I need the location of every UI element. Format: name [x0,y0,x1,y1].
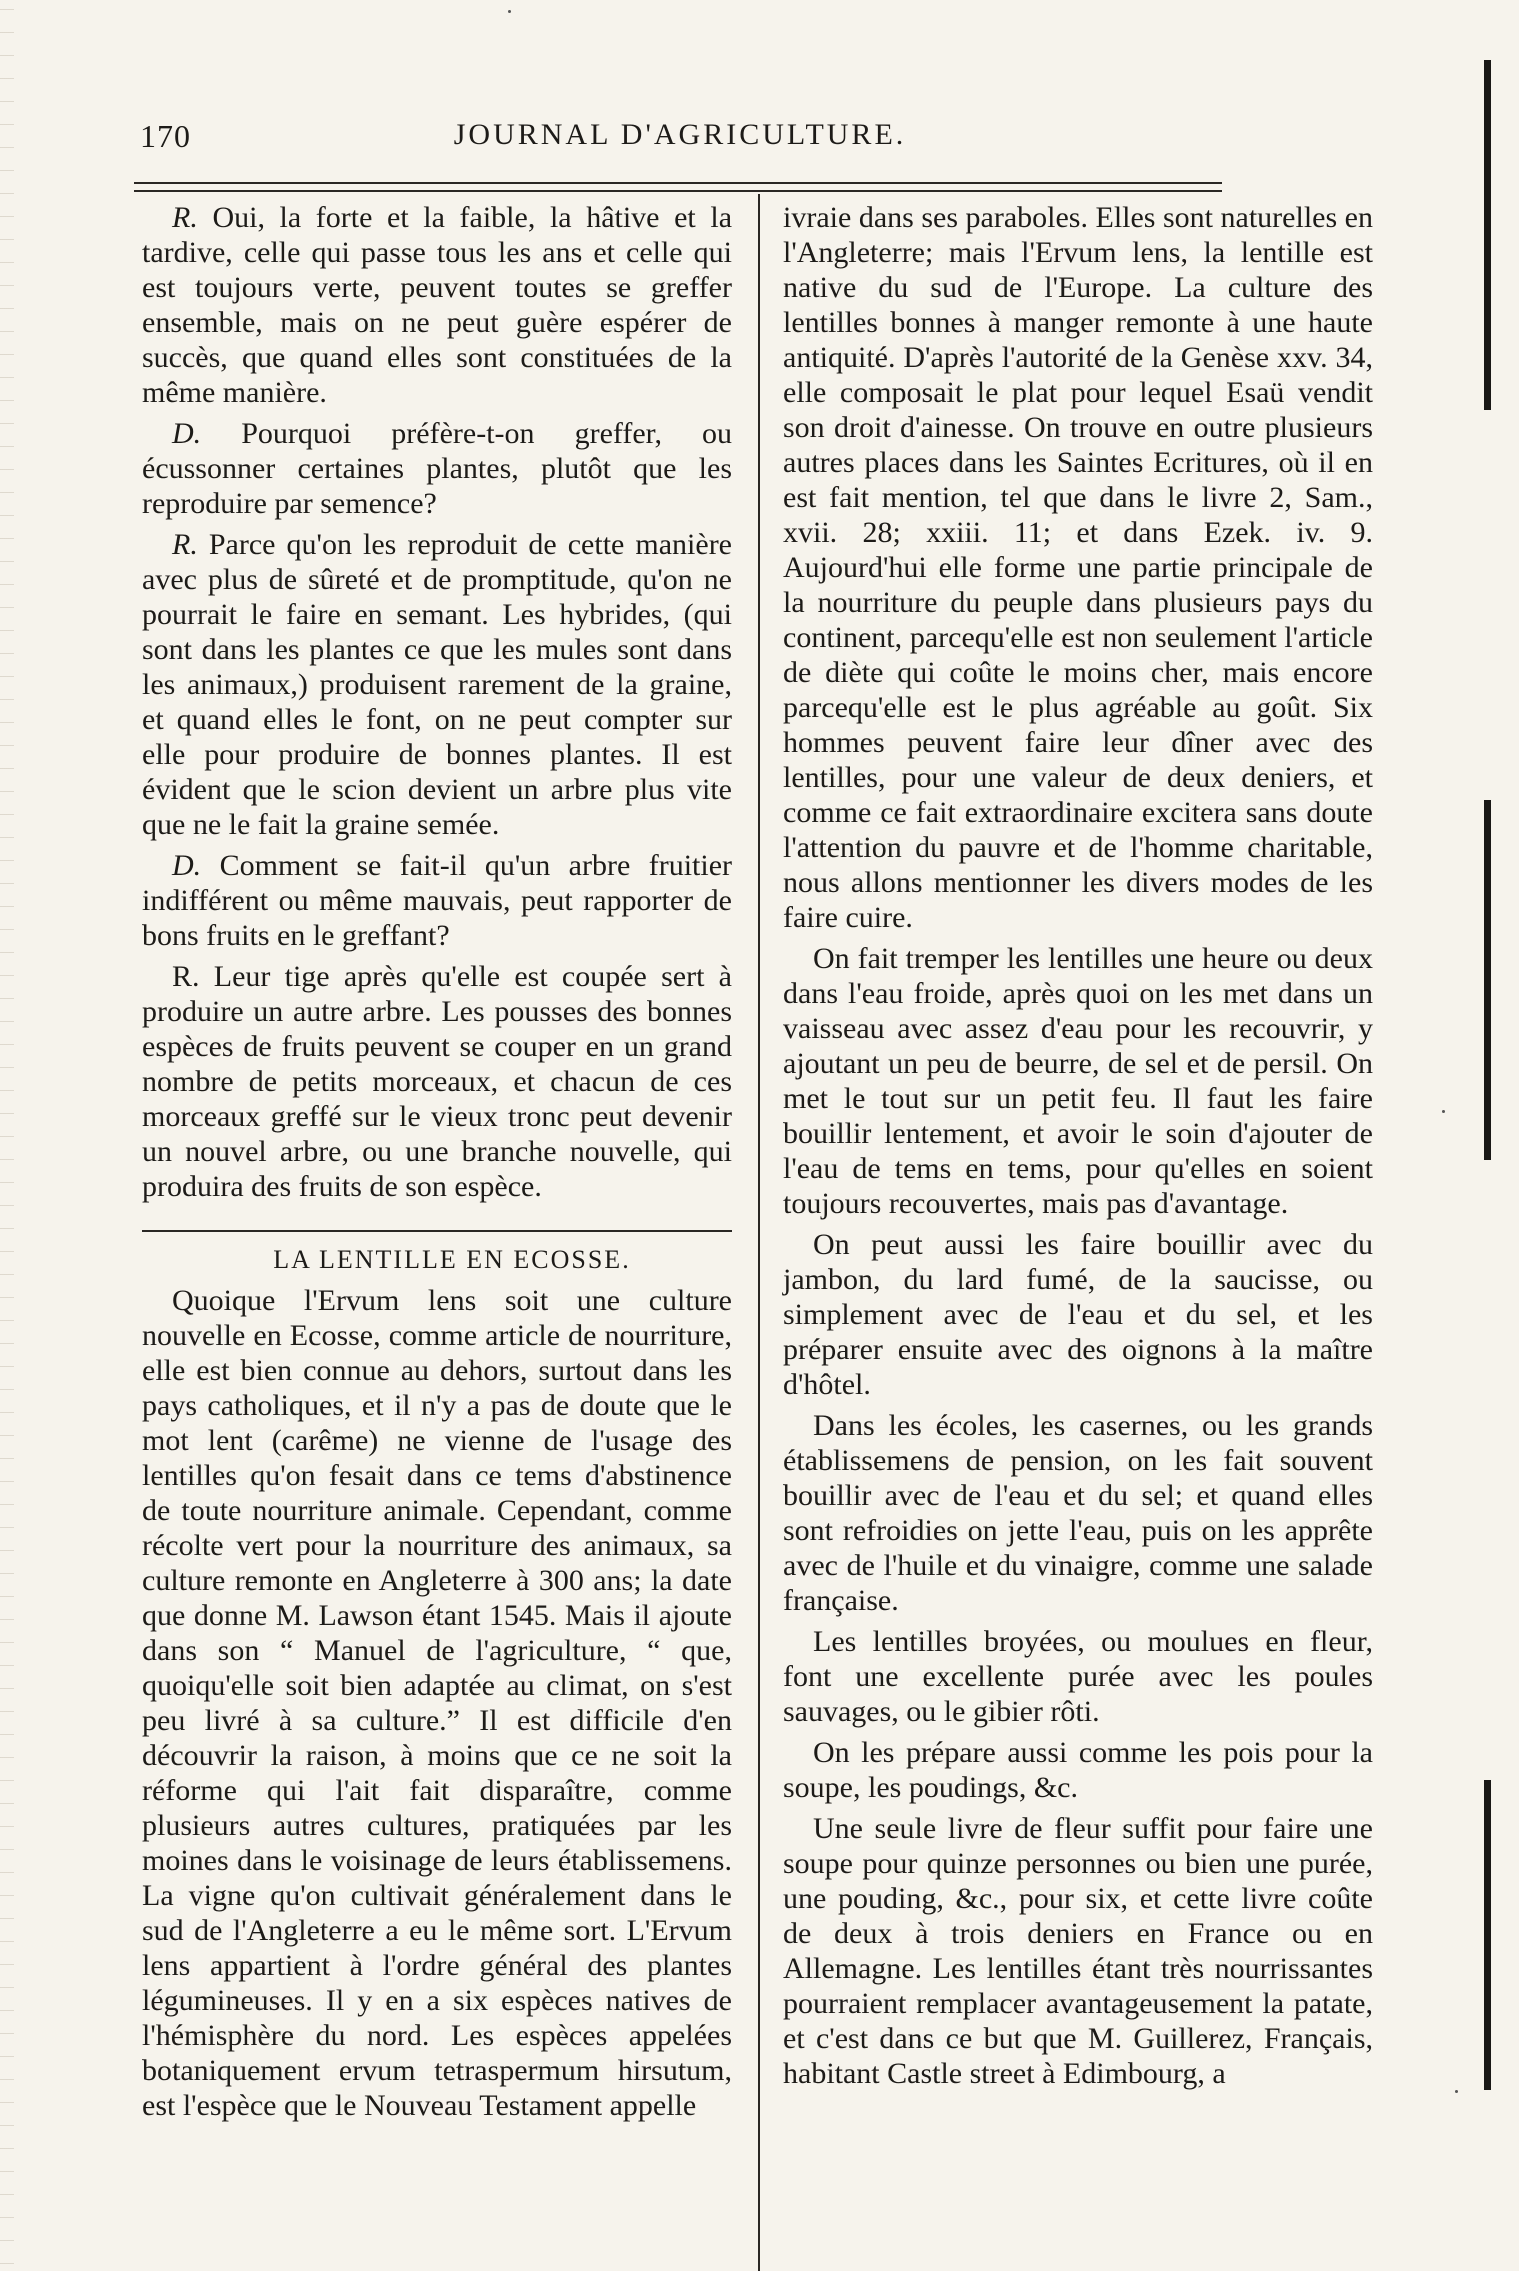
qa-text: Oui, la forte et la faible, la hâtive et la tardive, celle qui passe tous les ans et celle qui est toujours verte, peuvent toutes se greffer ensemble, mais on ne peut guère espérer de succès, que quand elles sont constituées de la même manière. [142,201,733,409]
page-number: 170 [140,118,191,154]
continuation-paragraph: ivraie dans ses paraboles. Elles sont naturelles en l'Angleterre; mais l'Ervum lens, la lentille est native du sud de l'Europe. La culture des lentilles bonnes à manger remonte à une haute antiquité. D'après l'autorité de la Genèse xxv. 34, elle composait le plat pour lequel Esaü vendit son droit d'ainesse. On trouve en outre plusieurs autres places dans les Saintes Ecritures, où il en est fait mention, tel que dans le livre 2, Sam., xvii. 28; xxiii. 11; et dans Ezek. iv. 9. Aujourd'hui elle forme une partie principale de la nourriture du peuple dans plusieurs pays du continent, parcequ'elle est non seulement l'article de diète qui coûte le moins cher, mais encore parcequ'elle est le plus agréable au goût. Six hommes peuvent faire leur dîner avec des lentilles, pour une valeur de deux deniers, et comme ce fait extraordinaire excitera sans doute l'attention du pauvre et de l'homme charitable, nous allons mentionner les divers modes de les faire cuire. [783,201,1373,934]
body-paragraph: Les lentilles broyées, ou moulues en fleur, font une excellente purée avec les poules sauvages, ou le gibier rôti. [783,1625,1373,1728]
section-paragraph: Quoique l'Ervum lens soit une culture nouvelle en Ecosse, comme article de nourriture, elle est bien connue au dehors, surtout dans les pays catholiques, et il n'y a pas de doute que le mot lent (carême) ne vienne de l'usage des lentilles qu'on fesait dans ce tems d'abstinence de toute nourriture animale. Cependant, comme récolte vert pour la nourriture des animaux, sa culture remonte en Angleterre à 300 ans; la date que donne M. Lawson étant 1545. Mais il ajoute dans son “ Manuel de l'agriculture, “ que, quoiqu'elle soit bien adaptée au climat, on s'est peu livré à sa culture.” Il est difficile d'en découvrir la raison, à moins que ce ne soit la réforme qui l'ait fait disparaître, comme plusieurs autres cultures, pratiquées par les moines dans le voisinage de leurs établissemens. La vigne qu'on cultivait généralement dans le sud de l'Angleterre a eu le même sort. L'Ervum lens appartient à l'ordre général des plantes légumineuses. Il y en a six espèces natives de l'hémisphère du nord. Les espèces appelées botaniquement ervum tetraspermum hirsutum, est l'espèce que le Nouveau Testament appelle [142,1284,732,2122]
body-paragraph: On peut aussi les faire bouillir avec du jambon, du lard fumé, de la saucisse, ou simplement avec de l'eau et du sel, et les préparer ensuite avec des oignons à la maître d'hôtel. [783,1228,1373,1401]
body-paragraph: Une seule livre de fleur suffit pour faire une soupe pour quinze personnes ou bien une purée, une pouding, &c., pour six, et cette livre coûte de deux à trois deniers en France ou en Allemagne. Les lentilles étant très nourrissantes pourraient remplacer avantageusement la patate, et c'est dans ce but que M. Guillerez, Français, habitant Castle street à Edimbourg, a [783,1812,1373,2090]
body-paragraph: On les prépare aussi comme les pois pour la soupe, les poudings, &c. [783,1736,1373,1804]
margin-mark [1484,60,1491,100]
margin-mark [1484,920,1491,1160]
qa-paragraph [142,848,732,953]
qa-marker: R. [172,960,200,993]
margin-mark [1484,800,1491,930]
right-column [783,200,1373,2097]
qa-marker: D. [172,849,202,882]
margin-mark [1484,1780,1491,2090]
qa-marker: R. [172,201,198,234]
section-title: LA LENTILLE EN ECOSSE. [273,1245,631,1274]
qa-paragraph [142,959,732,1204]
qa-paragraph [142,416,732,521]
scan-edge [0,0,14,2271]
scan-speck [1455,2090,1458,2093]
body-paragraph: Dans les écoles, les casernes, ou les grands établissemens de pension, on les fait souvent bouillir avec de l'eau et du sel; et quand elles sont refroidies on jette l'eau, puis on les apprête avec de l'huile et du vinaigre, comme une salade française. [783,1409,1373,1617]
header-rule-top [134,182,1222,184]
scan-speck [508,10,511,13]
qa-text: Pourquoi préfère-t-on greffer, ou écussonner certaines plantes, plutôt que les reproduire par semence? [142,417,733,520]
margin-mark [1484,180,1491,410]
qa-marker: D. [172,417,202,450]
running-title: JOURNAL D'AGRICULTURE. [453,118,907,151]
left-column [142,200,732,2129]
qa-text: Parce qu'on les reproduit de cette manière avec plus de sûreté et de promptitude, qu'on ne pourrait le faire en semant. Les hybrides, (qui sont dans les plantes ce que les mules sont dans les animaux,) produisent rarement de la graine, et quand elles le font, on ne peut compter sur elle pour produire de bonnes plantes. Il est évident que le scion devient un arbre plus vite que ne le fait la graine semée. [142,528,732,841]
scan-speck [1442,1110,1445,1113]
column-divider [758,194,760,2271]
qa-paragraph [142,200,732,410]
body-paragraph: On fait tremper les lentilles une heure ou deux dans l'eau froide, après quoi on les met dans un vaisseau avec assez d'eau pour les recouvrir, y ajoutant un peu de beurre, de sel et de persil. On met le tout sur un petit feu. Il faut les faire bouillir lentement, et avoir le soin d'ajouter de l'eau de tems en tems, pour qu'elles en soient toujours recouvertes, mais pas d'avantage. [783,942,1373,1220]
header-rule-bottom [134,190,1222,192]
qa-text: Leur tige après qu'elle est coupée sert à produire un autre arbre. Les pousses des bonnes espèces de fruits peuvent se couper en un grand nombre de petits morceaux, et chacun de ces morceaux greffé sur le vieux tronc peut devenir un nouvel arbre, ou une branche nouvelle, qui produira des fruits de son espèce. [142,960,732,1203]
qa-paragraph [142,527,732,842]
page-header [140,118,1220,170]
qa-marker: R. [172,528,198,561]
qa-text: Comment se fait-il qu'un arbre fruitier indifférent ou même mauvais, peut rapporter de bons fruits en le greffant? [142,849,733,952]
section-divider [142,1230,732,1232]
